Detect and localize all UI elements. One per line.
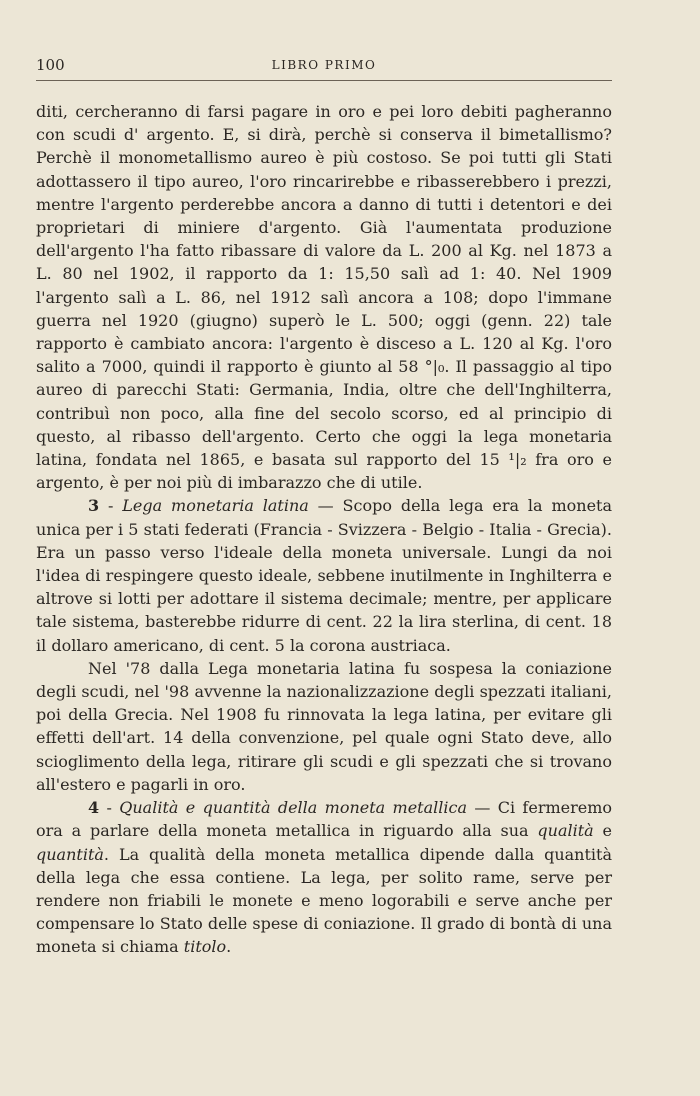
page-header bbox=[36, 54, 612, 81]
section-3-paragraph: 3 - Lega monetaria latina — Scopo della lega era la moneta unica per i 5 stati federati (Francia - Svizzera - Belgio - Italia - Grecia). Era un passo verso l'ideale della moneta universale. Lungi da noi l'idea di respingere questo ideale, sebbene inutilmente in Inghilterra e altrove si lotti per adottare il sistema decimale; mentre, per applicare tale sistema, basterebbe ridurre di cent. 22 la lira sterlina, di cent. 18 il dollaro americano, di cent. 5 la corona austriaca. bbox=[36, 496, 613, 655]
term-quality: qualità bbox=[537, 821, 594, 841]
section-4-number: 4 bbox=[88, 798, 100, 818]
section-4-paragraph: 4 - Qualità e quantità della moneta metallica — Ci fermeremo ora a parlare della moneta metallica in riguardo alla sua qualità e quantità. La qualità della moneta metallica dipende dalla quantità della lega che essa contiene. La lega, per solito rame, serve per rendere non friabili le monete e meno logorabili e serve anche per compensare lo Stato delle spese di coniazione. Il grado di bontà di una moneta si chiama titolo. bbox=[36, 798, 613, 957]
section-4-title: Qualità e quantità della moneta metallica bbox=[119, 798, 468, 818]
section-3-text: Scopo della lega era la moneta unica per i 5 stati federati (Francia - Svizzera - Belgio - Italia - Grecia). Era un passo verso l'ideale della moneta universale. bbox=[36, 496, 613, 562]
section-3-title: Lega monetaria latina bbox=[122, 496, 309, 516]
section-4-text-before: Ci fermeremo ora a parlare della moneta metallica in riguardo alla sua bbox=[36, 798, 613, 841]
section-3-text-cont: Lungi da noi l'idea di respingere questo ideale, sebbene inutilmente in Inghilterra e altrove si lotti per adottare il sistema decimale; mentre, per applicare tale sistema, basterebbe ridurre di cent. 22 la lira sterlina, di cent. 18 il dollaro americano, di cent. 5 la corona austriaca. bbox=[36, 542, 612, 655]
term-quantity: quantità bbox=[36, 844, 104, 864]
page-number: 100 bbox=[36, 56, 65, 74]
term-title: titolo bbox=[183, 937, 227, 957]
body-text bbox=[36, 100, 612, 959]
conj: e bbox=[602, 821, 612, 841]
paragraph-continuation: diti, cercheranno di farsi pagare in oro e pei loro debiti pagheranno con scudi d' argento. E, si dirà, perchè si conserva il bimetallismo? Perchè il monometallismo aureo è più costoso. Se poi tutti gli Stati adottassero il tipo aureo, l'oro rincarirebbe e ribasserebbero i prezzi, mentre l'argento perderebbe ancora a danno di tutti i detentori e dei proprietari di miniere d'argento. Già l'aumentata produzione dell'argento l'ha fatto ribassare di valore da L. 200 al Kg. nel 1873 a L. 80 nel 1902, il rapporto da 1: 15,50 salì ad 1: 40. Nel 1909 l'argento salì a L. 86, nel 1912 salì ancora a 108; dopo l'immane guerra nel 1920 (giugno) superò le L. 500; oggi (genn. 22) tale rapporto è cambiato ancora: l'argento è disceso a L. 120 al Kg. l'oro salito a 7000, quindi il rapporto è giunto al 58 °|₀. Il passaggio al tipo aureo di parecchi Stati: Germania, India, oltre che dell'Inghilterra, contribuì non poco, alla fine del secolo scorso, ed al principio di questo, al ribasso dell'argento. Certo che oggi la lega monetaria latina, fondata nel 1865, e basata sul rapporto del 15 ¹|₂ fra oro e argento, è per noi più di imbarazzo che di utile. bbox=[36, 102, 612, 493]
running-head: LIBRO PRIMO bbox=[271, 58, 377, 72]
section-4-text-after: La qualità della moneta metallica dipende dalla quantità della lega che essa contiene. La lega, per solito rame, serve per rendere non friabili le monete e meno logorabili e serve anche per compensare lo Stato delle spese di coniazione. Il grado di bontà di una moneta si chiama bbox=[36, 844, 613, 957]
section-3-number: 3 bbox=[88, 496, 100, 516]
paragraph-lega: Nel '78 dalla Lega monetaria latina fu sospesa la coniazione degli scudi, nel '98 avvenne la nazionalizzazione degli spezzati italiani, poi della Grecia. Nel 1908 fu rinnovata la lega latina, per evitare gli effetti dell'art. 14 della convenzione, pel quale ogni Stato deve, allo scioglimento della lega, ritirare gli scudi e gli spezzati che si trovano all'estero e pagarli in oro. bbox=[36, 658, 612, 794]
